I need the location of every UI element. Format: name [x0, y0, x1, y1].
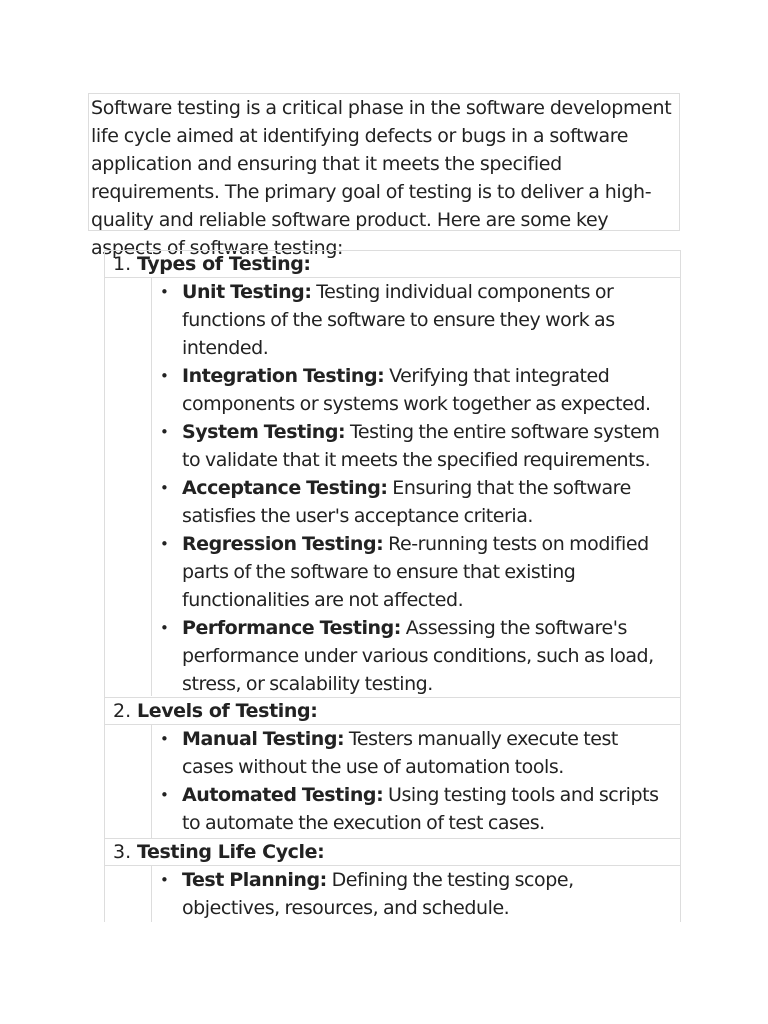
item-description: Ensuring that the software satisfies the user's acceptance criteria.: [182, 477, 631, 527]
item-term: Automated Testing:: [182, 784, 384, 806]
section-items-levels: [151, 725, 680, 838]
item-term: Test Planning:: [182, 869, 327, 891]
section-title: Testing Life Cycle:: [137, 841, 325, 863]
list-item-performance-testing: [152, 614, 680, 698]
item-term: Acceptance Testing:: [182, 477, 388, 499]
bullet-icon: •: [160, 535, 169, 553]
item-description: Testing the entire software system to validate that it meets the specified requirements.: [182, 421, 660, 471]
list-item-regression-testing: [152, 530, 680, 614]
section-number: 2.: [113, 700, 132, 722]
section-heading-levels: [105, 697, 680, 725]
section-heading-life-cycle: [105, 838, 680, 866]
bullet-icon: •: [160, 786, 169, 804]
bullet-icon: •: [160, 871, 169, 889]
item-term: Manual Testing:: [182, 728, 345, 750]
testing-outline: [104, 250, 681, 922]
section-items-life-cycle: [151, 866, 680, 922]
list-item-acceptance-testing: [152, 474, 680, 530]
item-description: Testing individual components or functions of the software to ensure they work as intended.: [182, 281, 615, 359]
section-items-types: [151, 278, 680, 696]
bullet-icon: •: [160, 367, 169, 385]
item-description: Using testing tools and scripts to automate the execution of test cases.: [182, 784, 659, 834]
item-term: Performance Testing:: [182, 617, 401, 639]
bullet-icon: •: [160, 730, 169, 748]
item-term: Integration Testing:: [182, 365, 385, 387]
item-term: Unit Testing:: [182, 281, 312, 303]
list-item-unit-testing: [152, 278, 680, 362]
section-title: Levels of Testing:: [137, 700, 318, 722]
list-item-automated-testing: [152, 781, 680, 837]
bullet-icon: •: [160, 283, 169, 301]
item-description: Assessing the software's performance under various conditions, such as load, stress, or scalability testing.: [182, 617, 654, 695]
item-description: Testers manually execute test cases without the use of automation tools.: [182, 728, 618, 778]
intro-paragraph: Software testing is a critical phase in the software development life cycle aimed at identifying defects or bugs in a software application and ensuring that it meets the specified requirements. The primary goal of testing is to deliver a high-quality and reliable software product. Here are some key aspects of software testing:: [91, 97, 672, 259]
item-description: Verifying that integrated components or systems work together as expected.: [182, 365, 651, 415]
bullet-icon: •: [160, 423, 169, 441]
list-item-manual-testing: [152, 725, 680, 781]
list-item-system-testing: [152, 418, 680, 474]
item-description: Re-running tests on modified parts of the software to ensure that existing functionalities are not affected.: [182, 533, 649, 611]
list-item-integration-testing: [152, 362, 680, 418]
item-term: Regression Testing:: [182, 533, 384, 555]
list-item-test-planning: [152, 866, 680, 922]
item-term: System Testing:: [182, 421, 346, 443]
item-description: Defining the testing scope, objectives, resources, and schedule.: [182, 869, 574, 919]
section-number: 1.: [113, 253, 132, 275]
bullet-icon: •: [160, 619, 169, 637]
section-title: Types of Testing:: [137, 253, 311, 275]
section-number: 3.: [113, 841, 132, 863]
bullet-icon: •: [160, 479, 169, 497]
intro-paragraph-box: [88, 93, 680, 259]
section-heading-types: [105, 250, 680, 278]
